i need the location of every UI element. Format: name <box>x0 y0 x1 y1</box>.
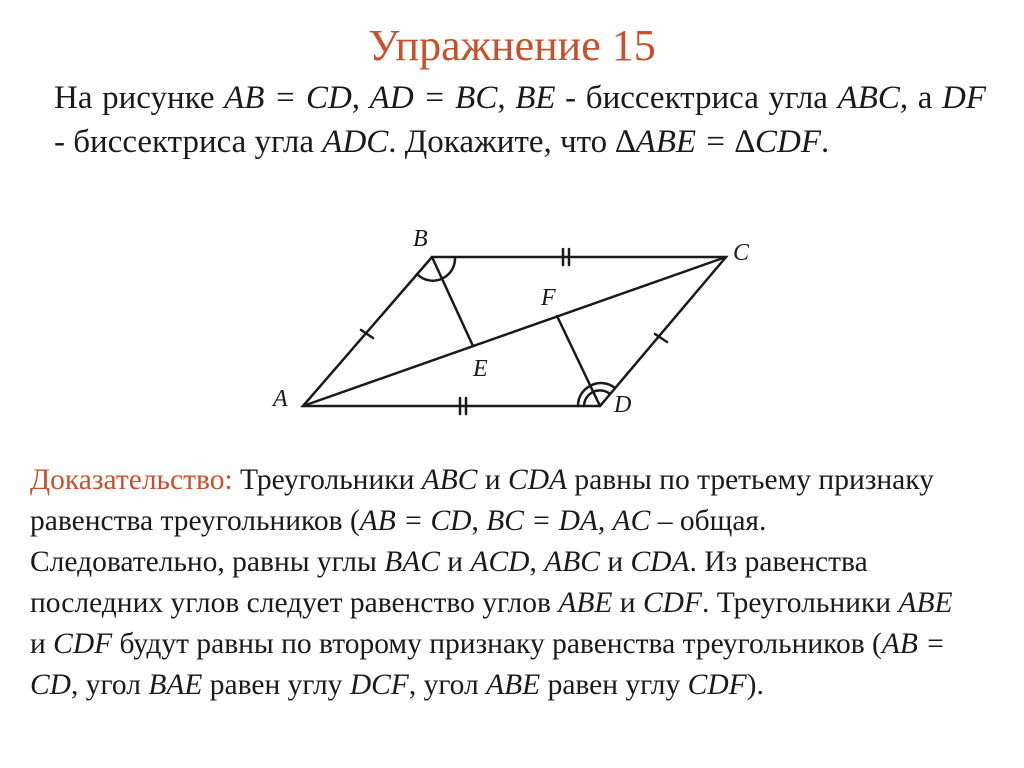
proof-text-part: равны по третьему признаку равенства треугольников ( <box>30 464 934 537</box>
point-label-e: E <box>473 356 488 382</box>
proof-text-part: – общая. Следовательно, равны углы <box>30 505 767 578</box>
math-expr: AB = CD <box>224 80 352 116</box>
proof-text-part: . Из равенства последних углов следует равенство углов <box>30 546 868 619</box>
parallelogram-diagram <box>255 218 775 428</box>
math-expr: BAE <box>148 669 203 701</box>
problem-text: - биссектриса угла <box>565 80 828 116</box>
proof-label: Доказательство: <box>30 464 233 496</box>
problem-text: . <box>820 124 830 160</box>
proof-text-part: , угол <box>70 669 141 701</box>
math-expr: ∆ABE = ∆CDF <box>615 124 821 160</box>
math-expr: ABE <box>898 587 953 619</box>
proof-text-part: Треугольники <box>240 464 415 496</box>
problem-text: - биссектриса угла <box>54 124 315 160</box>
problem-text: , а <box>899 80 933 116</box>
math-expr: DCF <box>349 669 409 701</box>
problem-statement <box>54 76 986 164</box>
math-expr: AB = CD <box>359 505 472 537</box>
proof-text-part: , <box>529 546 537 578</box>
math-expr: DF <box>942 80 987 116</box>
proof-text-part: равен углу <box>547 669 681 701</box>
math-expr: AC <box>612 505 651 537</box>
math-expr: BC = DA <box>486 505 598 537</box>
angle-arc-b-right <box>445 258 455 277</box>
geometry-figure <box>255 218 775 428</box>
math-expr: AB = CD <box>30 628 946 701</box>
proof-text-part: ). <box>746 669 764 701</box>
proof-text-part: будут равны по второму признаку равенства треугольников ( <box>119 628 882 660</box>
math-expr: ABC <box>421 464 478 496</box>
proof-text-part: . Треугольники <box>701 587 892 619</box>
proof-text-part: , <box>471 505 479 537</box>
proof-text-part: и <box>607 546 624 578</box>
problem-text: На рисунке <box>54 80 215 116</box>
proof-text <box>30 460 965 706</box>
math-expr: ABC <box>837 80 900 116</box>
math-expr: BAC <box>384 546 440 578</box>
proof-text-part: равен углу <box>209 669 343 701</box>
proof-text-part: и <box>619 587 636 619</box>
vertex-label-d: D <box>614 392 632 418</box>
math-expr: ADC <box>322 124 389 160</box>
math-expr: ABC <box>544 546 600 578</box>
vertex-label-b: B <box>413 226 428 252</box>
proof-text-part: и <box>447 546 464 578</box>
proof-text-part: , угол <box>408 669 479 701</box>
math-expr: CDF <box>642 587 702 619</box>
math-expr: ABE <box>558 587 613 619</box>
math-expr: AD = BC <box>369 80 498 116</box>
problem-text: , <box>351 80 361 116</box>
math-expr: CDA <box>630 546 690 578</box>
page-title: Упражнение 15 <box>368 21 656 70</box>
problem-text: . Докажите, что <box>388 124 608 160</box>
proof-text-part: и <box>484 464 501 496</box>
math-expr: CDA <box>508 464 568 496</box>
math-expr: CDF <box>687 669 747 701</box>
proof-text-part: , <box>597 505 606 537</box>
math-expr: CDF <box>53 628 113 660</box>
point-label-f: F <box>541 285 556 311</box>
vertex-label-a: A <box>273 386 288 412</box>
math-expr: BE <box>515 80 556 116</box>
math-expr: ACD <box>470 546 530 578</box>
proof-text-part: и <box>30 628 46 660</box>
math-expr: ABE <box>486 669 541 701</box>
vertex-label-c: C <box>733 240 750 266</box>
problem-text: , <box>497 80 506 116</box>
